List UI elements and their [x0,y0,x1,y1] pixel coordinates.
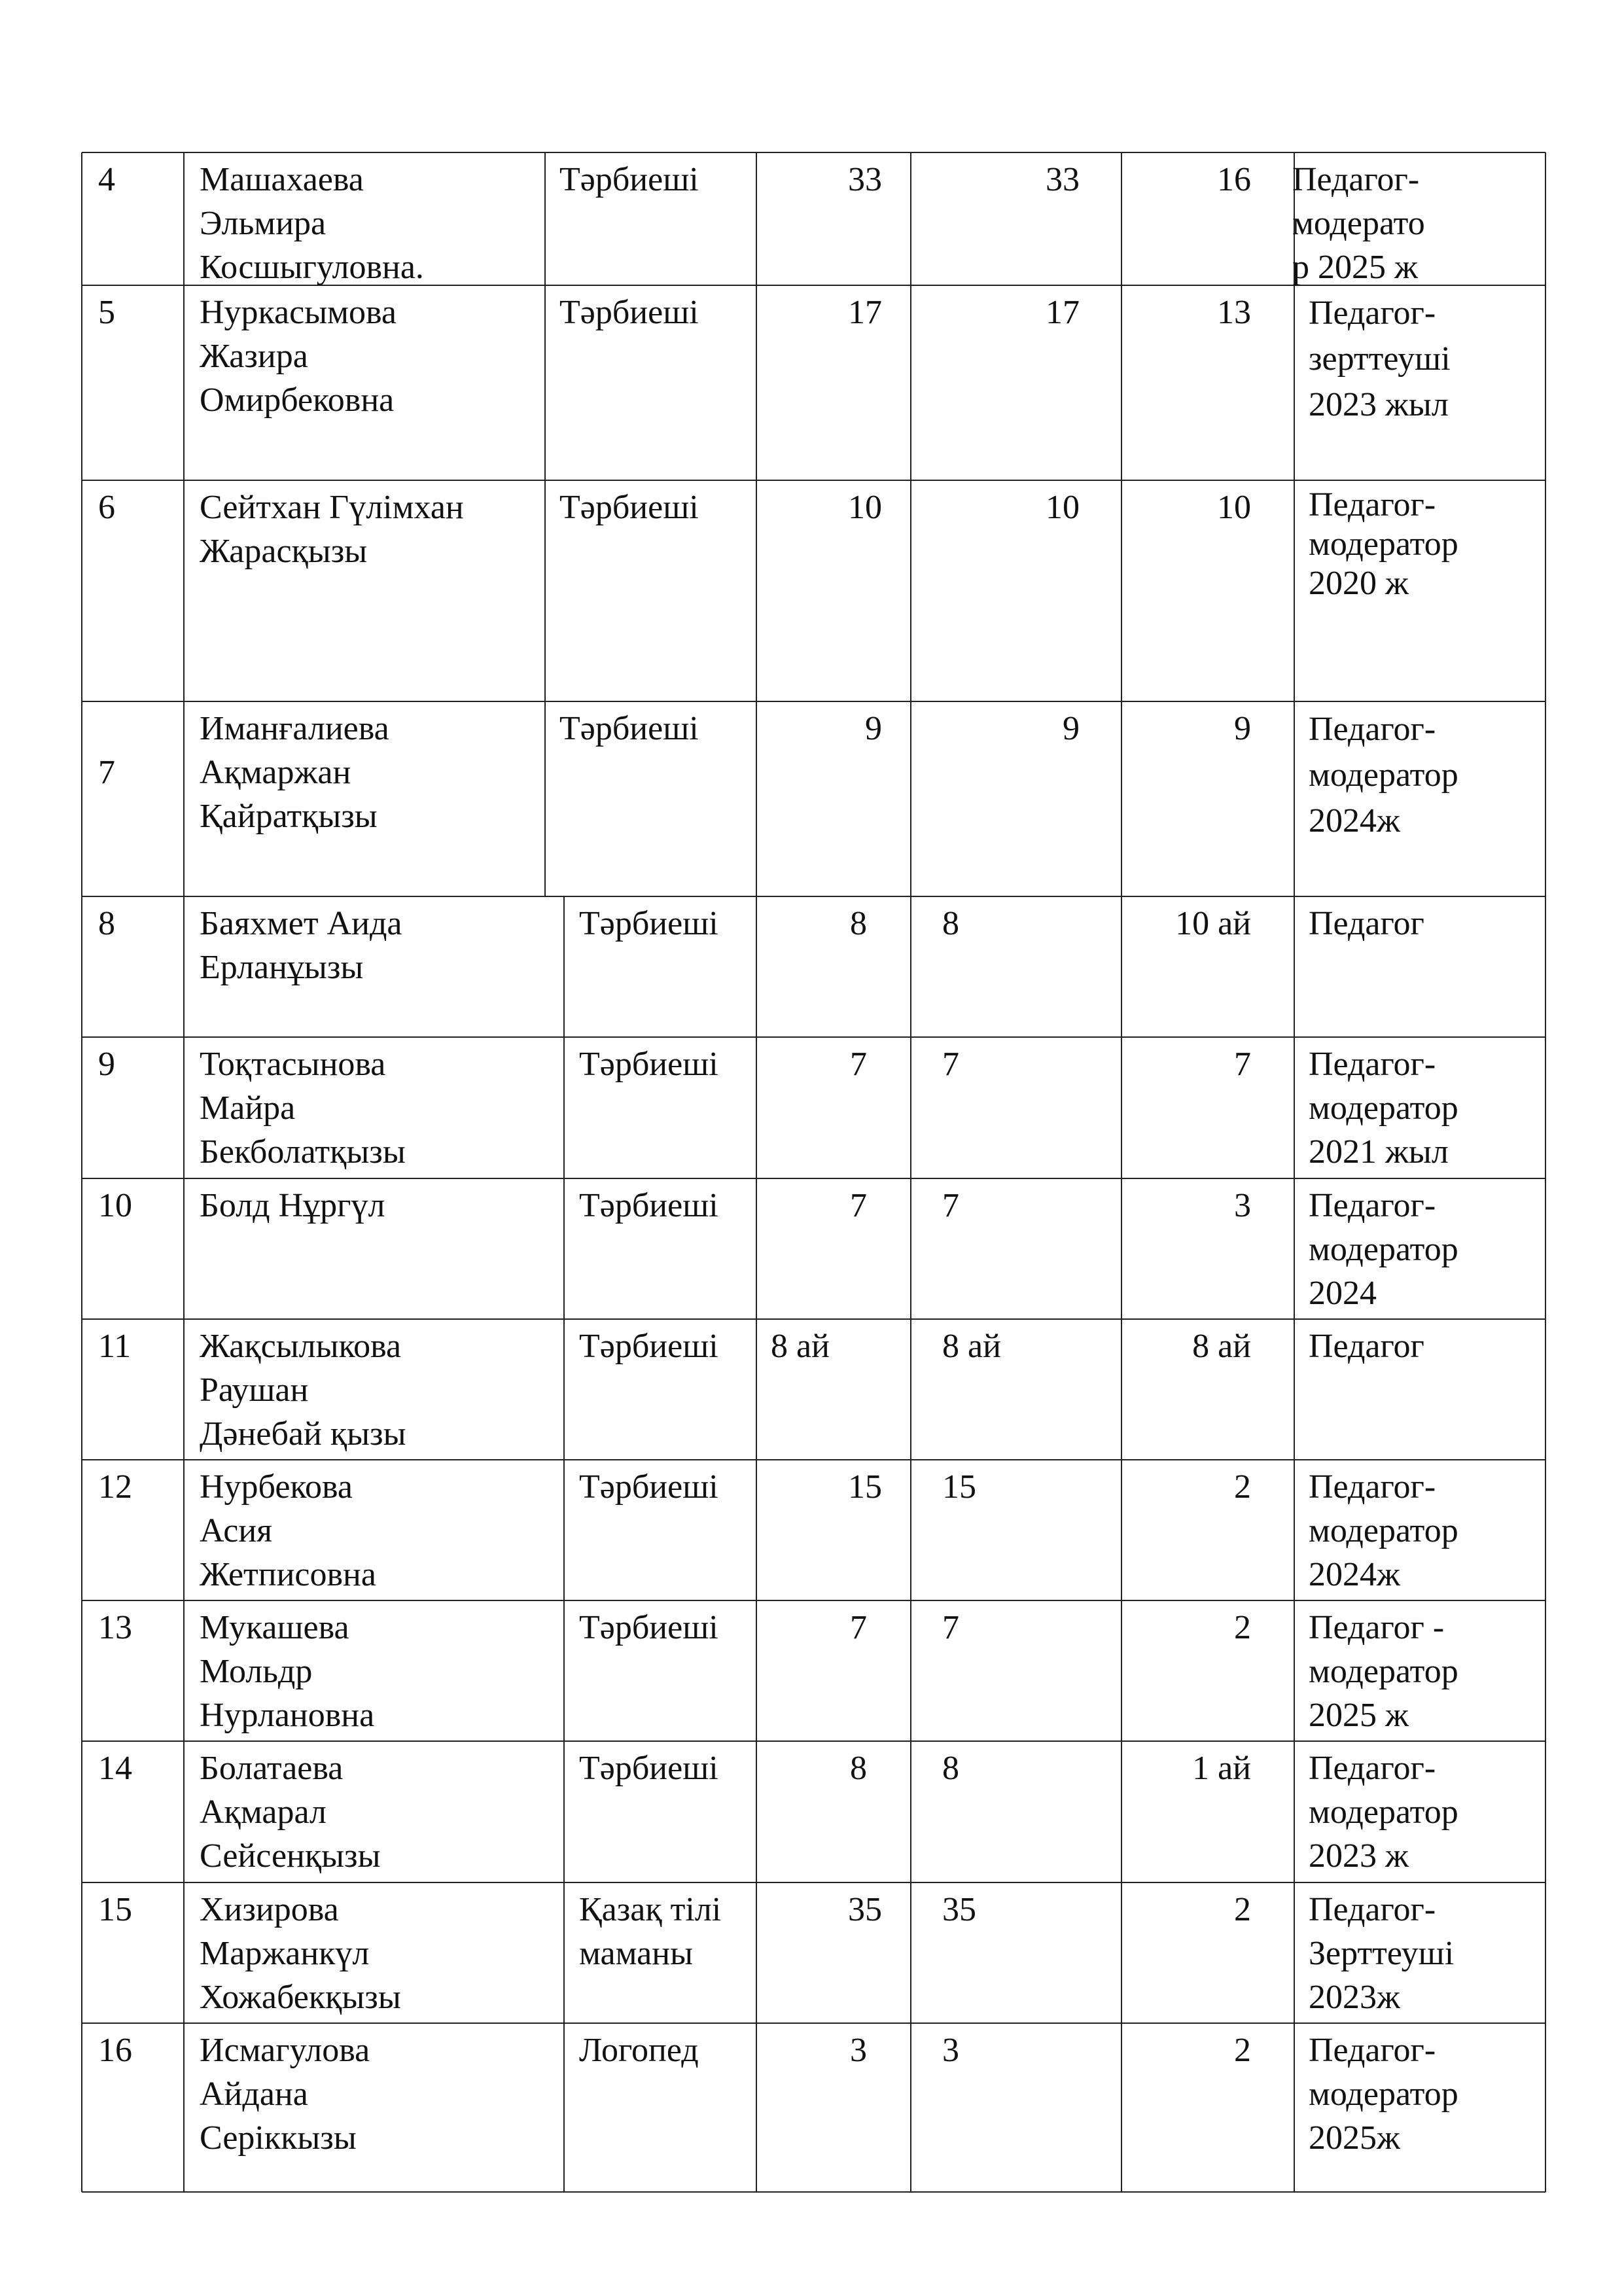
qualification-category: Педагог- модератор 2023 ж [1309,1750,1458,1875]
experience-total: 7 [850,1187,867,1224]
qualification-category: Педагог- модератор 2025ж [1309,2032,1458,2157]
row-number: 8 [98,905,115,942]
experience-total: 15 [848,1468,882,1506]
employee-position: Логопед [579,2032,699,2069]
experience-pedagogical: 7 [942,1046,959,1083]
experience-organization: 10 [1217,489,1251,526]
employee-name: Жақсылыкова Раушан Дәнебай қызы [200,1328,406,1453]
employee-name: Иманғалиева Ақмаржан Қайратқызы [200,710,389,835]
employee-position: Тәрбиеші [579,1468,718,1506]
employee-position: Тәрбиеші [559,710,699,747]
experience-total: 8 [850,905,867,942]
experience-total: 9 [865,710,882,747]
experience-total: 3 [850,2032,867,2069]
employee-position: Тәрбиеші [579,1609,718,1646]
employee-name: Болатаева Ақмарал Сейсенқызы [200,1750,381,1875]
experience-pedagogical: 33 [1046,161,1080,198]
experience-pedagogical: 8 ай [942,1328,1001,1365]
experience-pedagogical: 9 [1063,710,1080,747]
qualification-category: Педагог- модератор 2021 жыл [1309,1046,1458,1171]
employee-position: Қазақ тілі маманы [579,1891,722,1972]
row-number: 10 [98,1187,132,1224]
employee-position: Тәрбиеші [579,1328,718,1365]
row-number: 12 [98,1468,132,1506]
qualification-category: Педагог- Зерттеуші 2023ж [1309,1891,1455,2016]
qualification-category: Педагог- зерттеуші 2023 жыл [1309,294,1451,423]
experience-total: 8 [850,1750,867,1787]
experience-organization: 2 [1234,1468,1251,1506]
experience-pedagogical: 35 [942,1891,976,1928]
qualification-category: Педагог- модератор 2024 [1309,1187,1458,1312]
experience-organization: 13 [1217,294,1251,331]
experience-organization: 7 [1234,1046,1251,1083]
employee-name: Нуркасымова Жазира Омирбековна [200,294,397,419]
experience-organization: 1 ай [1192,1750,1251,1787]
experience-total: 8 ай [771,1328,830,1365]
experience-total: 10 [848,489,882,526]
row-number: 15 [98,1891,132,1928]
row-number: 6 [98,489,115,526]
employee-position: Тәрбиеші [579,1750,718,1787]
qualification-category: Педагог- модератор 2024ж [1309,1468,1458,1593]
experience-pedagogical: 3 [942,2032,959,2069]
experience-total: 7 [850,1609,867,1646]
row-number: 5 [98,294,115,331]
employee-name: Нурбекова Асия Жетписовна [200,1468,376,1593]
experience-organization: 16 [1217,161,1251,198]
experience-organization: 2 [1234,2032,1251,2069]
qualification-category: Педагог [1309,1328,1424,1365]
experience-pedagogical: 10 [1046,489,1080,526]
experience-total: 33 [848,161,882,198]
experience-pedagogical: 8 [942,1750,959,1787]
experience-organization: 9 [1234,710,1251,747]
experience-total: 35 [848,1891,882,1928]
qualification-category: Педагог- модератор 2020 ж [1309,486,1458,602]
row-number: 11 [98,1328,132,1365]
employee-name: Хизирова Маржанкүл Хожабекқызы [200,1891,401,2016]
qualification-category: Педагог [1309,905,1424,942]
employee-name: Исмагулова Айдана Серіккызы [200,2032,370,2157]
experience-pedagogical: 7 [942,1609,959,1646]
employee-name: Машахаева Эльмира Косшыгуловна. [200,161,424,286]
employee-position: Тәрбиеші [579,1046,718,1083]
experience-pedagogical: 17 [1046,294,1080,331]
employee-name: Баяхмет Аида Ерланұызы [200,905,402,986]
row-number: 4 [98,161,115,198]
experience-pedagogical: 7 [942,1187,959,1224]
experience-organization: 2 [1234,1609,1251,1646]
qualification-category: Педагог- модерато р 2025 ж [1292,161,1425,286]
qualification-category: Педагог - модератор 2025 ж [1309,1609,1458,1734]
employee-name: Тоқтасынова Майра Бекболатқызы [200,1046,406,1171]
employee-name: Болд Нұргүл [200,1187,385,1224]
qualification-category: Педагог- модератор 2024ж [1309,711,1458,839]
employee-position: Тәрбиеші [559,489,699,526]
row-number: 14 [98,1750,132,1787]
experience-pedagogical: 8 [942,905,959,942]
experience-organization: 8 ай [1192,1328,1251,1365]
employee-position: Тәрбиеші [579,1187,718,1224]
row-number: 9 [98,1046,115,1083]
experience-pedagogical: 15 [942,1468,976,1506]
employee-name: Сейтхан Гүлімхан Жарасқызы [200,489,464,570]
experience-organization: 2 [1234,1891,1251,1928]
experience-organization: 3 [1234,1187,1251,1224]
row-number: 13 [98,1609,132,1646]
row-number: 16 [98,2032,132,2069]
row-number: 7 [98,754,115,791]
employee-name: Мукашева Мольдр Нурлановна [200,1609,375,1734]
experience-organization: 10 ай [1175,905,1251,942]
employee-position: Тәрбиеші [559,161,699,198]
employee-position: Тәрбиеші [579,905,718,942]
experience-total: 7 [850,1046,867,1083]
employee-position: Тәрбиеші [559,294,699,331]
experience-total: 17 [848,294,882,331]
